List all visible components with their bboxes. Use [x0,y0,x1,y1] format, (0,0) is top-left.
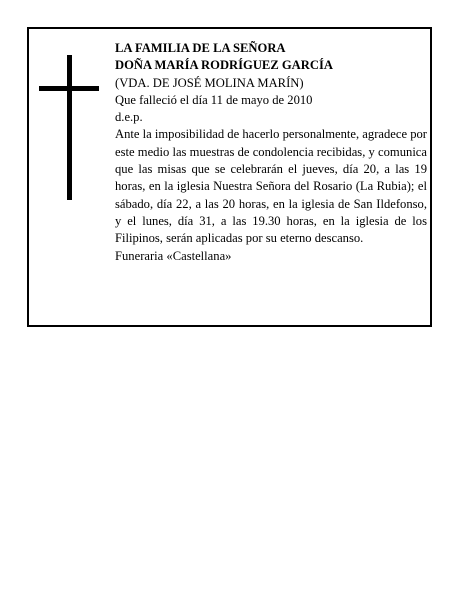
date-of-death: Que falleció el día 11 de mayo de 2010 [115,92,313,107]
notice-text [115,40,427,265]
cross-vertical-bar [67,55,72,200]
heading-family: LA FAMILIA DE LA SEÑORA [115,41,286,55]
heading-deceased-name: DOÑA MARÍA RODRÍGUEZ GARCÍA [115,58,333,73]
funeral-home: Funeraria «Castellana» [115,248,232,263]
cross-horizontal-bar [39,86,99,91]
cross-icon [39,55,99,200]
notice-body: Ante la imposibilidad de hacerlo personalmente, agradece por este medio las muestras de condolencia recibidas, y comunica que las misas que se celebrarán el jueves, día 20, a las 19 horas, en la iglesia Nuestra Señora del Rosario (La Rubia); el sábado, día 22, a las 20 horas, en la iglesia de San Ildefonso, y el lunes, día 31, a las 19.30 horas, en la iglesia de los Filipinos, serán aplicadas por su eterno descanso. [115,127,427,246]
rip-line: d.e.p. [115,110,143,125]
obituary-notice [27,27,432,327]
widow-of-line: (VDA. DE JOSÉ MOLINA MARÍN) [115,75,304,90]
